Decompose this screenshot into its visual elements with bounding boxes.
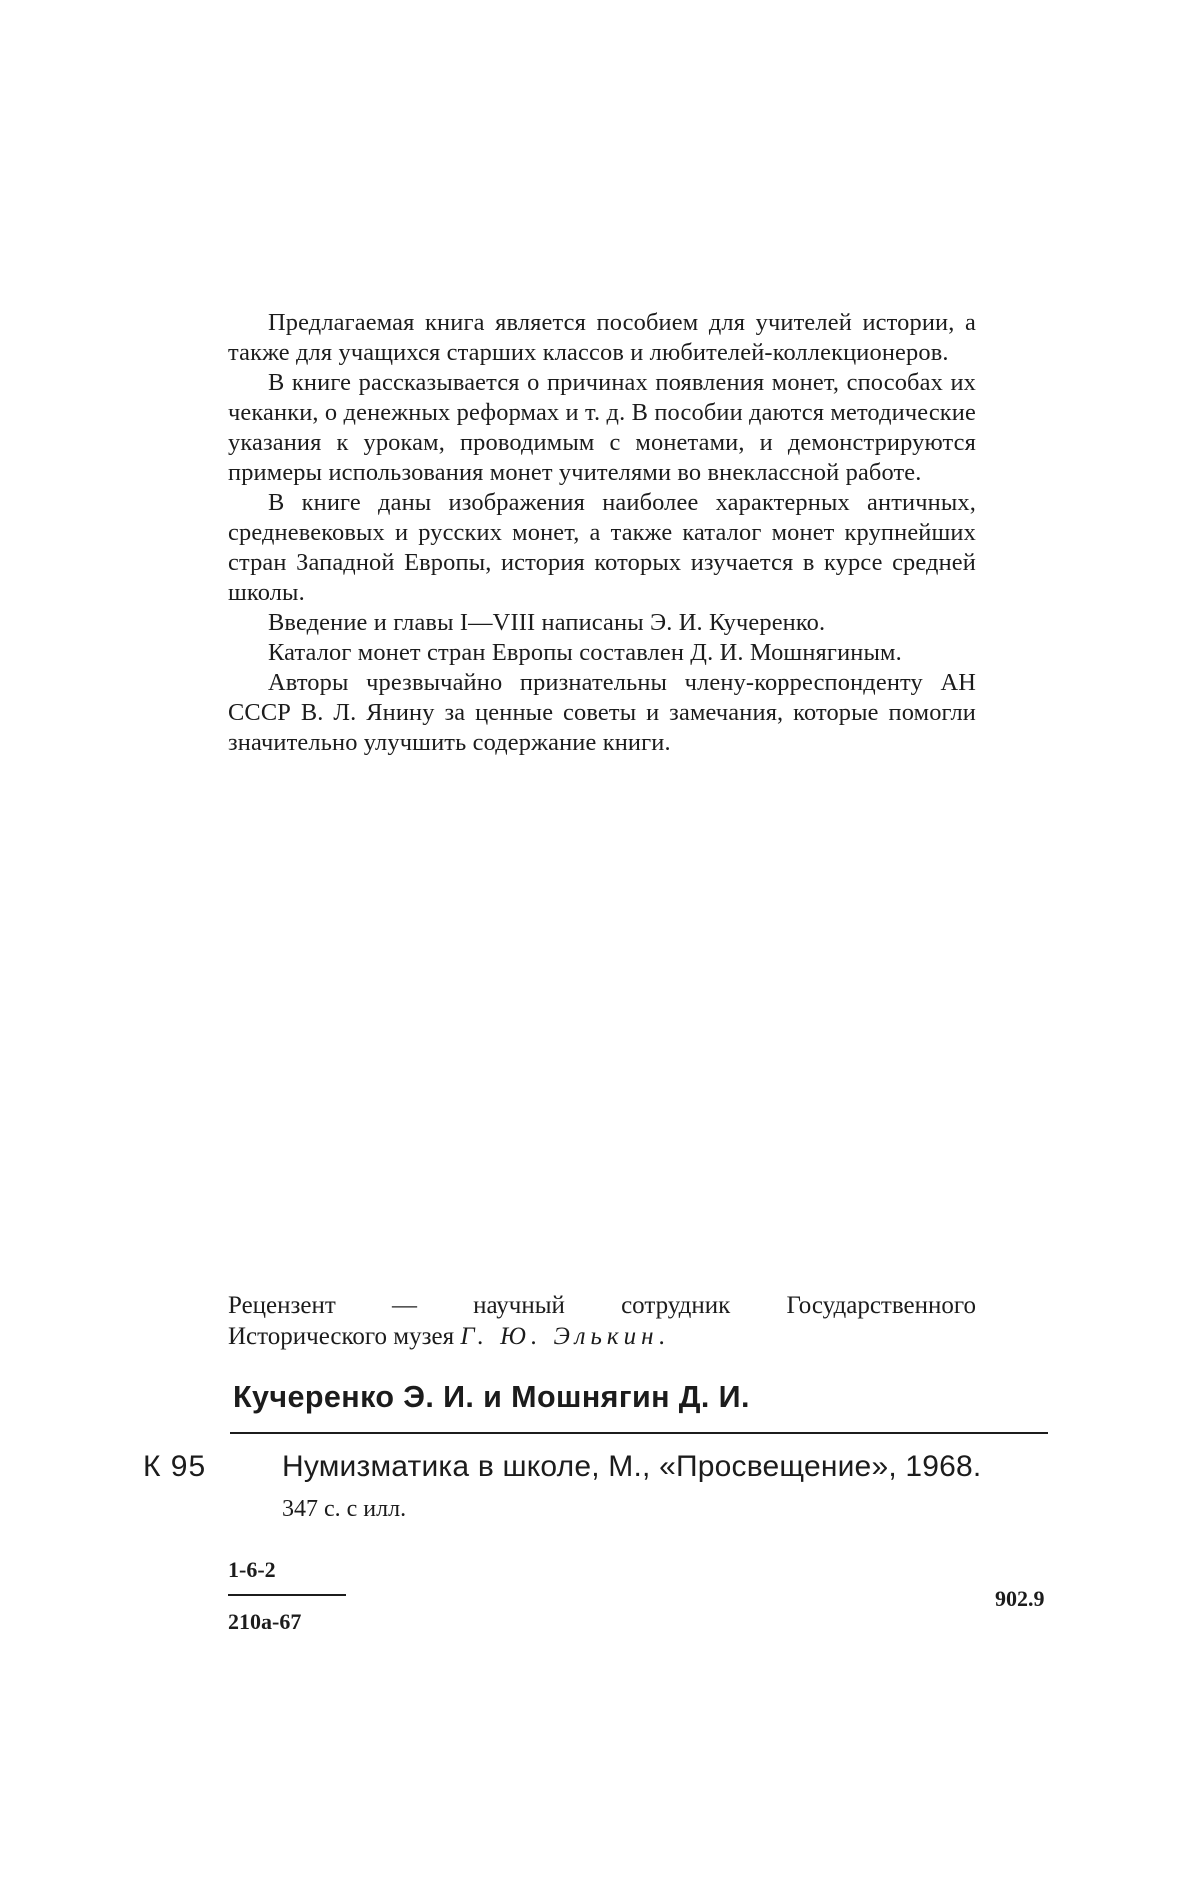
annotation-paragraph: Введение и главы I—VIII написаны Э. И. Кучеренко. [268,609,826,636]
annotation-paragraph: Предлагаемая книга является пособием для учителей истории, а также для учащихся старших классов и любителей-коллекционеров. [228,309,976,366]
annotation-paragraph: В книге даны изображения наиболее характерных античных, средневековых и русских монет, а также каталог монет крупнейших стран Западной Европы, история которых изучается в курсе средней школы. [228,489,976,606]
reviewer-museum: Исторического музея [228,1323,455,1350]
publisher-code-bottom: 210а-67 [228,1609,302,1634]
divider-rule [230,1432,1048,1434]
reviewer-line-2 [228,1321,976,1352]
reviewer-note [228,1290,976,1352]
catalog-index: К 95 [143,1450,207,1483]
reviewer-line: Рецензент — научный сотрудник Государственного [228,1292,976,1319]
annotation-paragraph: В книге рассказывается о причинах появления монет, способах их чеканки, о денежных реформах и т. д. В пособии даются методические указания к урокам, проводимым с монетами, и демонстрируются примеры использования монет учителями во внеклассной работе. [228,369,976,486]
publisher-code-top: 1-6-2 [228,1557,276,1582]
annotation-block [228,308,976,758]
reviewer-period: . [658,1323,665,1350]
annotation-paragraph: Каталог монет стран Европы составлен Д. И. Мошнягиным. [268,639,902,666]
authors-heading: Кучеренко Э. И. и Мошнягин Д. И. [233,1380,750,1414]
udc-code: 902.9 [995,1586,1045,1611]
page-count: 347 с. с илл. [282,1496,407,1522]
book-title-line: Нумизматика в школе, М., «Просвещение», 1968. [282,1450,982,1483]
fraction-rule [228,1594,346,1596]
annotation-paragraph: Авторы чрезвычайно признательны члену-корреспонденту АН СССР В. Л. Янину за ценные советы и замечания, которые помогли значительно улучшить содержание книги. [228,669,976,756]
reviewer-name: Г. Ю. Элькин [460,1323,659,1350]
